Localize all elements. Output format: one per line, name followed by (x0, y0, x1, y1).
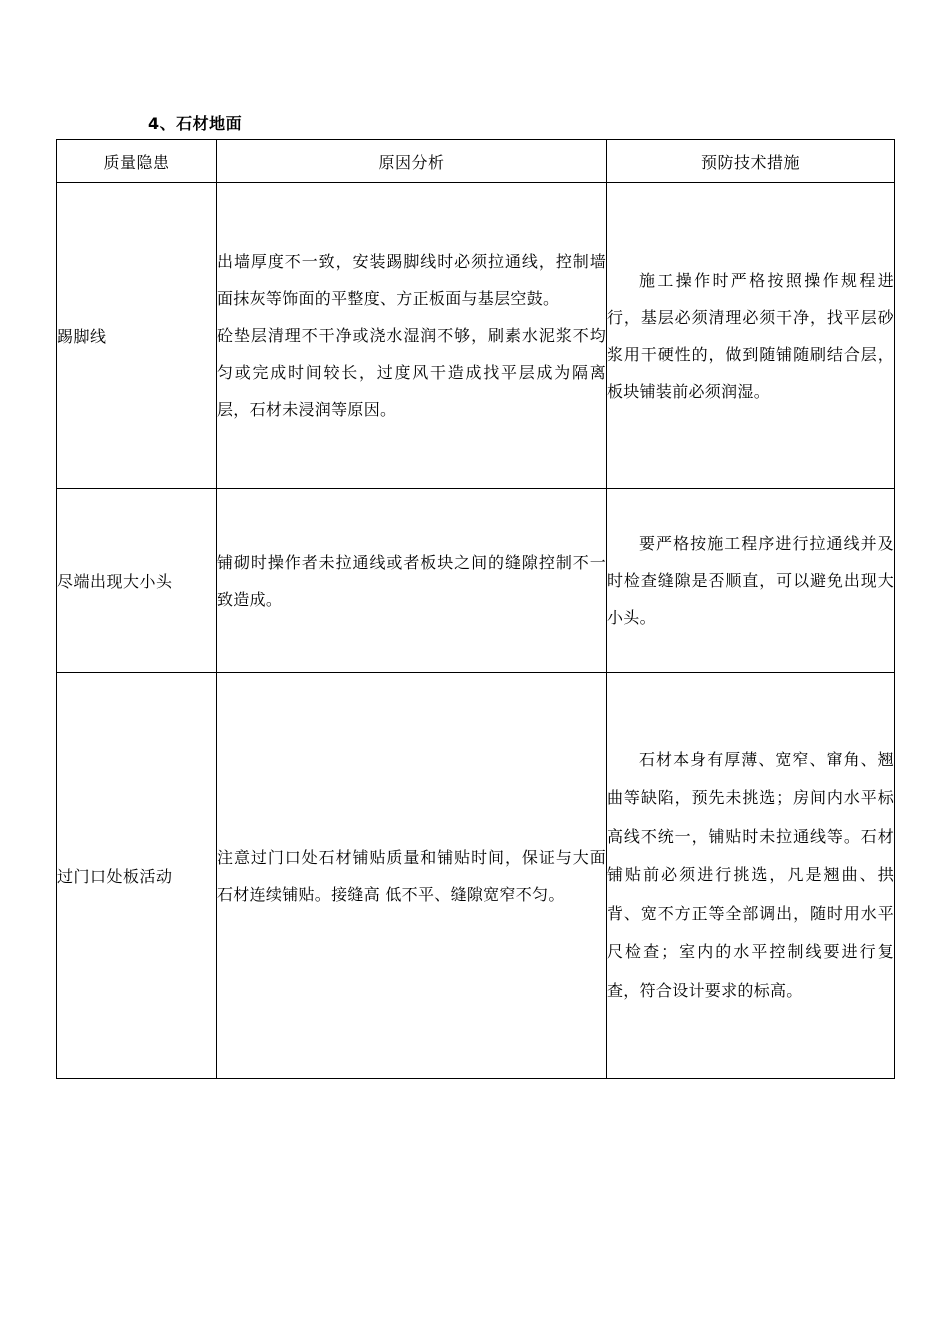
quality-defects-table (56, 139, 895, 1079)
cause-cell (217, 489, 607, 673)
prevention-paragraph: 要严格按施工程序进行拉通线并及时检查缝隙是否顺直，可以避免出现大小头。 (607, 534, 894, 627)
prevention-cell (607, 489, 895, 673)
cause-cell (217, 673, 607, 1079)
prevention-cell (607, 673, 895, 1079)
header-prevention-measures: 预防技术措施 (607, 140, 895, 183)
header-quality-hazard: 质量隐患 (57, 140, 217, 183)
table-header-row (57, 140, 895, 183)
table-row (57, 673, 895, 1079)
prevention-paragraph: 施工操作时严格按照操作规程进行，基层必须清理必须干净，找平层砂浆用干硬性的，做到随铺随刷结合层，板块铺装前必须润湿。 (607, 270, 894, 401)
header-cause-analysis: 原因分析 (217, 140, 607, 183)
cause-paragraph: 砼垫层清理不干净或浇水湿润不够，刷素水泥浆不均匀或完成时间较长，过度风干造成找平层成为隔离层，石材未浸润等原因。 (217, 326, 606, 419)
cause-paragraph: 铺砌时操作者未拉通线或者板块之间的缝隙控制不一致造成。 (217, 552, 606, 609)
issue-cell: 尽端出现大小头 (57, 489, 217, 673)
issue-cell: 过门口处板活动 (57, 673, 217, 1079)
table-row (57, 489, 895, 673)
issue-cell: 踢脚线 (57, 183, 217, 489)
cause-paragraph: 出墙厚度不一致，安装踢脚线时必须拉通线，控制墙面抹灰等饰面的平整度、方正板面与基层空鼓。 (217, 252, 606, 308)
prevention-cell (607, 183, 895, 489)
prevention-paragraph: 石材本身有厚薄、宽窄、窜角、翘曲等缺陷，预先未挑选；房间内水平标高线不统一，铺贴时未拉通线等。石材铺贴前必须进行挑选，凡是翘曲、拱背、宽不方正等全部调出，随时用水平尺检查；室内的水平控制线要进行复查，符合设计要求的标高。 (607, 749, 894, 1000)
cause-paragraph: 注意过门口处石材铺贴质量和铺贴时间，保证与大面石材连续铺贴。接缝高 低不平、缝隙宽窄不匀。 (217, 847, 606, 904)
table-row (57, 183, 895, 489)
section-title: 4、石材地面 (148, 114, 243, 133)
cause-cell (217, 183, 607, 489)
